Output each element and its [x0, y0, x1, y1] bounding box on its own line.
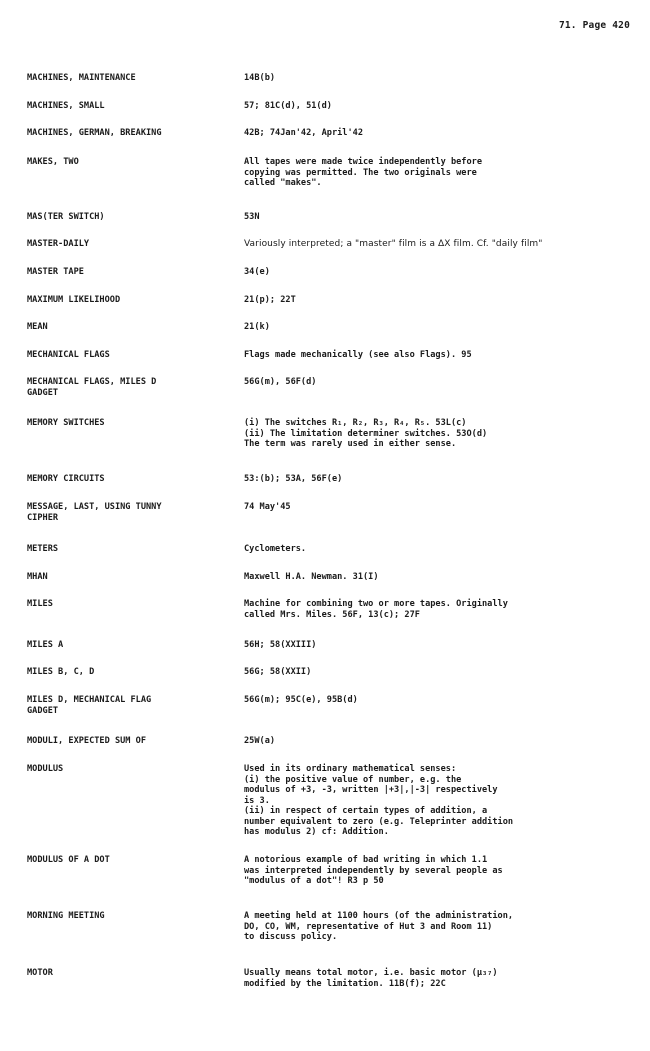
entry-term: MODULI, EXPECTED SUM OF — [27, 736, 146, 746]
entry-term: MESSAGE, LAST, USING TUNNY CIPHER — [27, 502, 162, 523]
entry-term: MEMORY CIRCUITS — [27, 474, 105, 484]
entry-definition: 21(k) — [244, 322, 270, 332]
entry-term: MILES D, MECHANICAL FLAG GADGET — [27, 695, 152, 716]
entry-definition: 56G(m), 56F(d) — [244, 377, 317, 387]
entry-term: MOTOR — [27, 968, 53, 978]
entry-definition: 21(p); 22T — [244, 295, 296, 305]
entry-definition: 56H; 58(XXIII) — [244, 640, 317, 650]
entry-term: MECHANICAL FLAGS, MILES D GADGET — [27, 377, 157, 398]
entry-definition: Cyclometers. — [244, 544, 307, 554]
page-number: 71. Page 420 — [558, 20, 630, 31]
entry-term: METERS — [27, 544, 59, 554]
entry-definition: Maxwell H.A. Newman. 31(I) — [244, 572, 379, 582]
entry-term: MACHINES, SMALL — [27, 101, 105, 111]
entry-definition: 56G(m); 95C(e), 95B(d) — [244, 695, 358, 705]
entry-term: MAS(TER SWITCH) — [27, 212, 105, 222]
entry-definition: Used in its ordinary mathematical senses: (i) the positive value of number, e.g. the modulus of +3, -3, written |+3|,|-3| respectively is 3. (ii) in respect of certain types of addition, a number equivalent to zero (e.g. Teleprinter addition has modulus 2) cf: Addition. — [244, 764, 514, 837]
entry-definition: Machine for combining two or more tapes. Originally called Mrs. Miles. 56F, 13(c); 27F — [244, 599, 508, 620]
entry-term: MASTER TAPE — [27, 267, 84, 277]
entry-definition: 56G; 58(XXII) — [244, 667, 312, 677]
entry-term: MECHANICAL FLAGS — [27, 350, 110, 360]
entry-term: MAKES, TWO — [27, 157, 79, 167]
entry-definition: A notorious example of bad writing in which 1.1 was interpreted independently by several people as "modulus of a dot"! R3 p 50 — [244, 855, 503, 886]
entry-definition: 25W(a) — [244, 736, 276, 746]
entry-term: MILES B, C, D — [27, 667, 95, 677]
entry-term: MHAN — [27, 572, 48, 582]
entry-definition: A meeting held at 1100 hours (of the administration, DO, CO, WM, representative of Hut 3 and Room 11) to discuss policy. — [244, 911, 514, 942]
entry-definition: 57; 81C(d), 51(d) — [244, 101, 332, 111]
entry-term: MAXIMUM LIKELIHOOD — [27, 295, 121, 305]
entry-term: MODULUS — [27, 764, 64, 774]
entry-definition: Usually means total motor, i.e. basic motor (μ₃₇) modified by the limitation. 11B(f); 22C — [244, 968, 498, 989]
entry-term: MACHINES, GERMAN, BREAKING — [27, 128, 162, 138]
entry-term: MEMORY SWITCHES — [27, 418, 105, 428]
entry-term: MILES — [27, 599, 53, 609]
entry-term: MORNING MEETING — [27, 911, 105, 921]
entry-definition: All tapes were made twice independently before copying was permitted. The two originals were called "makes". — [244, 157, 482, 188]
entry-definition: 53N — [244, 212, 260, 222]
entry-definition: (i) The switches R₁, R₂, R₃, R₄, R₅. 53L(c) (ii) The limitation determiner switches. 53O(d) The term was rarely used in either sense. — [244, 418, 488, 449]
entry-definition: Flags made mechanically (see also Flags). 95 — [244, 350, 472, 360]
entry-definition: Variously interpreted; a "master" film is a ΔX film. Cf. "daily film" — [244, 239, 543, 249]
entry-term: MILES A — [27, 640, 64, 650]
entry-term: MODULUS OF A DOT — [27, 855, 110, 865]
entry-definition: 42B; 74Jan'42, April'42 — [244, 128, 363, 138]
entry-definition: 53:(b); 53A, 56F(e) — [244, 474, 343, 484]
entry-definition: 34(e) — [244, 267, 270, 277]
entry-definition: 14B(b) — [244, 73, 276, 83]
entry-definition: 74 May'45 — [244, 502, 291, 512]
entry-term: MASTER-DAILY — [27, 239, 90, 249]
entry-term: MACHINES, MAINTENANCE — [27, 73, 136, 83]
entry-term: MEAN — [27, 322, 48, 332]
